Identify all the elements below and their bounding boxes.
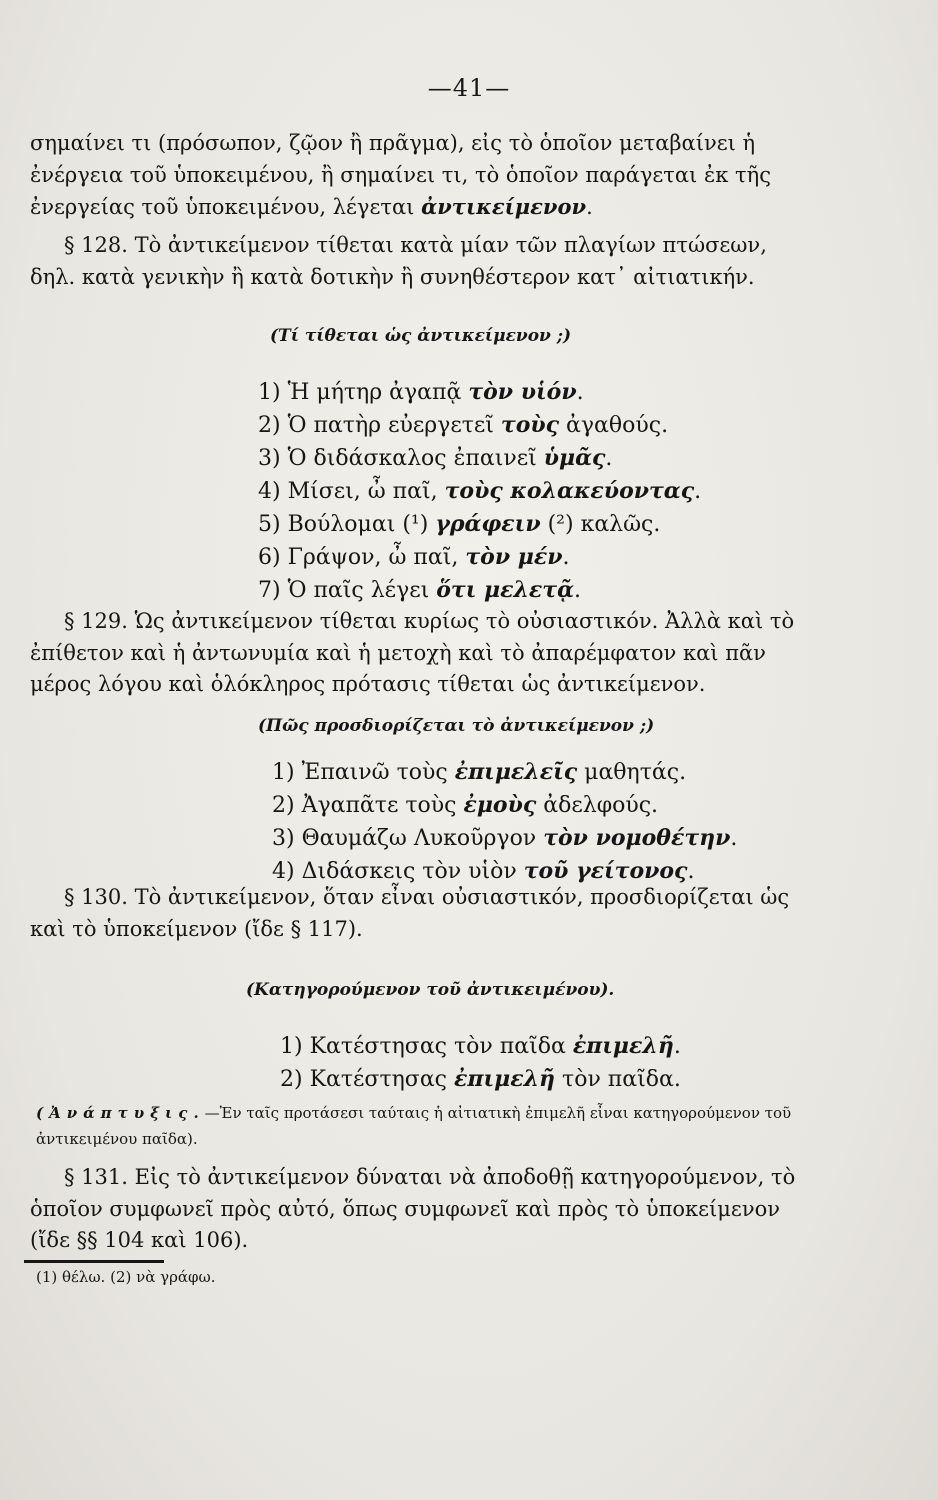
- example-emphasis: ὑμᾶς: [543, 445, 606, 471]
- example-text-end: .: [730, 826, 738, 851]
- example-item: [258, 508, 701, 541]
- example-item: [258, 541, 701, 574]
- example-text-end: τὸν παῖδα.: [555, 1067, 681, 1092]
- examples-object-list: [258, 376, 701, 607]
- example-text: 5) Βούλομαι (¹): [258, 512, 436, 537]
- example-item: [272, 789, 737, 822]
- example-item: [258, 376, 701, 409]
- example-text-end: .: [687, 859, 695, 884]
- example-item: [280, 1030, 681, 1063]
- example-emphasis: τοῦ γείτονος: [523, 858, 688, 884]
- example-text-end: .: [574, 578, 582, 603]
- example-item: [272, 756, 737, 789]
- example-text-end: .: [694, 479, 702, 504]
- example-text: 3) Θαυμάζω Λυκοῦργον: [272, 826, 544, 851]
- example-emphasis: τὸν μέν: [465, 544, 563, 570]
- example-text: 3) Ὁ διδάσκαλος ἐπαινεῖ: [258, 446, 544, 471]
- example-item: [280, 1063, 681, 1096]
- example-text: 2) Ὁ πατὴρ εὐεργετεῖ: [258, 413, 501, 438]
- note-text: —Ἐν ταῖς προτάσεσι ταύταις ἡ αἰτιατικὴ ἐπιμελῆ εἶναι κατηγορούμενον τοῦ ἀντικειμένου παῖδα).: [36, 1104, 792, 1148]
- section-128-text: § 128. Τὸ ἀντικείμενον τίθεται κατὰ μίαν τῶν πλαγίων πτώσεων, δηλ. κατὰ γενικὴν ἢ κατὰ δοτικὴν ἢ συνηθέστερον κατ᾽ αἰτιατικήν.: [30, 233, 767, 289]
- example-emphasis: τὸν υἱόν: [468, 379, 577, 405]
- caption-modifiers: (Πῶς προσδιορίζεται τὸ ἀντικείμενον ;): [258, 716, 655, 736]
- example-text-end: ἀδελφούς.: [536, 793, 659, 818]
- example-emphasis: τὸν νομοθέτην: [543, 825, 731, 851]
- section-128: [30, 230, 790, 293]
- footnote-rule: [24, 1260, 164, 1263]
- section-129: [30, 606, 800, 701]
- example-text: 1) Ἐπαινῶ τοὺς: [272, 760, 455, 785]
- intro-text: σημαίνει τι (πρόσωπον, ζῷον ἢ πρᾶγμα), εἰς τὸ ὁποῖον μεταβαίνει ἡ ἐνέργεια τοῦ ὑποκειμένου, ἢ σημαίνει τι, τὸ ὁποῖον παράγεται ἐκ τῆς ἐνεργείας τοῦ ὑποκειμένου, λέγεται: [30, 131, 771, 219]
- examples-modifiers-list: [272, 756, 737, 888]
- example-text-end: ἀγαθούς.: [559, 413, 669, 438]
- paragraph-intro: [30, 128, 790, 224]
- example-item: [258, 574, 701, 607]
- section-130-text: § 130. Τὸ ἀντικείμενον, ὅταν εἶναι οὐσιαστικόν, προσδιορίζεται ὡς καὶ τὸ ὑποκείμενον (ἴδε § 117).: [30, 885, 790, 941]
- example-text: 6) Γράψον, ὦ παῖ,: [258, 545, 466, 570]
- example-text-end: .: [576, 380, 584, 405]
- example-emphasis: τοὺς: [500, 412, 560, 438]
- section-130: [30, 882, 800, 945]
- page-number: —41—: [427, 74, 511, 102]
- example-text: 4) Μίσει, ὦ παῖ,: [258, 479, 445, 504]
- example-emphasis: ὅτι μελετᾷ: [436, 577, 575, 603]
- intro-emphasis: ἀντικείμενον: [421, 194, 587, 219]
- example-text: 4) Διδάσκεις τὸν υἱὸν: [272, 859, 524, 884]
- section-131-text: § 131. Εἰς τὸ ἀντικείμενον δύναται νὰ ἀποδοθῇ κατηγορούμενον, τὸ ὁποῖον συμφωνεῖ πρὸς αὐτό, ὅπως συμφωνεῖ καὶ πρὸς τὸ ὑποκείμενον (ἴδε §§ 104 καὶ 106).: [30, 1165, 796, 1252]
- example-emphasis: γράφειν: [435, 511, 541, 537]
- intro-text-end: .: [586, 195, 593, 219]
- example-text-end: μαθητάς.: [577, 760, 687, 785]
- example-emphasis: τοὺς κολακεύοντας: [444, 478, 695, 504]
- caption-object: (Τί τίθεται ὡς ἀντικείμενον ;): [270, 326, 572, 346]
- example-text: 7) Ὁ παῖς λέγει: [258, 578, 437, 603]
- caption-predicate: (Κατηγορούμενον τοῦ ἀντικειμένου).: [246, 980, 615, 1000]
- example-emphasis: ἐπιμελεῖς: [454, 759, 578, 785]
- example-item: [258, 475, 701, 508]
- example-text: 2) Ἀγαπᾶτε τοὺς: [272, 793, 464, 818]
- example-text-end: .: [673, 1034, 681, 1059]
- example-text-end: .: [605, 446, 613, 471]
- example-emphasis: ἐπιμελῆ: [572, 1033, 674, 1059]
- example-item: [258, 442, 701, 475]
- example-text: 1) Κατέστησας τὸν παῖδα: [280, 1034, 573, 1059]
- example-item: [272, 822, 737, 855]
- examples-predicate-list: [280, 1030, 681, 1096]
- example-text: 1) Ἡ μήτηρ ἀγαπᾷ: [258, 380, 469, 405]
- example-text-end: .: [562, 545, 570, 570]
- section-129-text: § 129. Ὡς ἀντικείμενον τίθεται κυρίως τὸ οὐσιαστικόν. Ἀλλὰ καὶ τὸ ἐπίθετον καὶ ἡ ἀντωνυμία καὶ ἡ μετοχὴ καὶ τὸ ἀπαρέμφατον καὶ πᾶν μέρος λόγου καὶ ὁλόκληρος πρότασις τίθεται ὡς ἀντικείμενον.: [30, 609, 795, 696]
- example-emphasis: ἐμοὺς: [463, 792, 537, 818]
- development-note: [36, 1100, 896, 1152]
- example-text: 2) Κατέστησας: [280, 1067, 454, 1092]
- section-131: [30, 1162, 820, 1257]
- note-label: (Ἀνάπτυξις.: [36, 1104, 205, 1122]
- example-emphasis: ἐπιμελῆ: [454, 1066, 556, 1092]
- example-item: [258, 409, 701, 442]
- example-text-end: (²) καλῶς.: [540, 512, 661, 537]
- footnotes: (1) θέλω. (2) νὰ γράφω.: [36, 1268, 216, 1286]
